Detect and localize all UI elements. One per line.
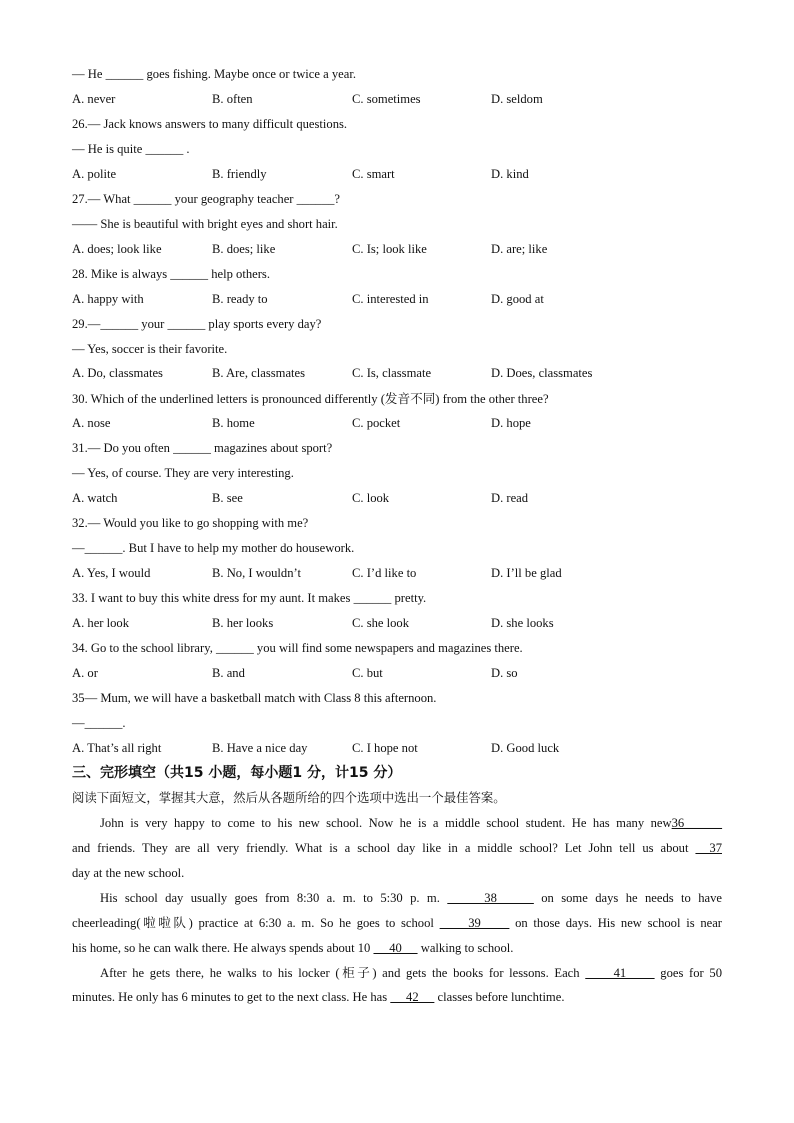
blank-42[interactable]: 42 [390,990,435,1004]
passage-text: goes for 50 [660,966,723,980]
passage-line [72,965,722,981]
option-a[interactable]: A. Yes, I would [72,566,151,580]
blank-36[interactable]: 36______ [671,816,722,830]
option-a[interactable]: A. polite [72,167,117,181]
blank-38[interactable]: 38 [447,891,534,905]
option-c[interactable]: C. smart [352,167,395,181]
option-d[interactable]: D. seldom [491,92,543,106]
passage-text: classes before lunchtime. [437,990,565,1004]
option-c[interactable]: C. she look [352,616,410,630]
option-a[interactable]: A. nose [72,416,111,430]
blank-40[interactable]: 40 [373,941,418,955]
option-b[interactable]: B. Are, classmates [212,366,306,380]
option-a[interactable]: A. does; look like [72,242,162,256]
question-line: 32.— Would you like to go shopping with me? [72,516,309,530]
option-b[interactable]: B. her looks [212,616,274,630]
question-line: 27.— What ______ your geography teacher ______? [72,192,341,206]
option-d[interactable]: D. kind [491,167,529,181]
passage-text: John is very happy to come to his new school. Now he is a middle school student. He has many new [100,816,672,830]
passage-text: walking to school. [420,941,514,955]
answer-options [72,166,722,182]
option-d[interactable]: D. hope [491,416,531,430]
option-d[interactable]: D. she looks [491,616,554,630]
option-c[interactable]: C. look [352,491,390,505]
question-line: — He is quite ______ . [72,142,190,156]
question-line: 28. Mike is always ______ help others. [72,267,270,281]
option-a[interactable]: A. That’s all right [72,741,162,755]
option-a[interactable]: A. or [72,666,98,680]
option-d[interactable]: D. good at [491,292,544,306]
question-line: —______. But I have to help my mother do housework. [72,541,355,555]
option-d[interactable]: D. so [491,666,518,680]
passage-text: After he gets there, he walks to his locker (柜子) and gets the books for lessons. Each [100,966,580,980]
blank-39[interactable]: 39 [439,916,510,930]
blank-37[interactable]: 37 [695,841,722,855]
answer-options [72,365,722,381]
option-d[interactable]: D. Good luck [491,741,560,755]
option-c[interactable]: C. interested in [352,292,429,306]
question-line: 30. Which of the underlined letters is pronounced differently (发音不同) from the other three? [72,392,549,406]
option-d[interactable]: D. are; like [491,242,548,256]
answer-options [72,615,722,631]
answer-options [72,91,722,107]
passage-line: day at the new school. [72,866,185,880]
passage-text: on those days. His new school is near [515,916,722,930]
option-c[interactable]: C. Is; look like [352,242,427,256]
passage-line [72,890,722,906]
option-a[interactable]: A. Do, classmates [72,366,163,380]
option-d[interactable]: D. read [491,491,529,505]
answer-options [72,490,722,506]
question-line: — Yes, of course. They are very interesting. [72,466,294,480]
option-b[interactable]: B. does; like [212,242,276,256]
answer-options [72,740,722,756]
option-b[interactable]: B. friendly [212,167,267,181]
question-line: 33. I want to buy this white dress for my aunt. It makes ______ pretty. [72,591,427,605]
passage-text: his home, so he can walk there. He always spends about 10 [72,941,371,955]
option-b[interactable]: B. often [212,92,253,106]
option-d[interactable]: D. I’ll be glad [491,566,562,580]
option-b[interactable]: B. see [212,491,243,505]
option-b[interactable]: B. Have a nice day [212,741,308,755]
option-c[interactable]: C. sometimes [352,92,421,106]
question-line: 26.— Jack knows answers to many difficult questions. [72,117,348,131]
question-line: — Yes, soccer is their favorite. [72,342,228,356]
option-b[interactable]: B. No, I wouldn’t [212,566,301,580]
question-line: 31.— Do you often ______ magazines about sport? [72,441,333,455]
section-heading: 三、完形填空（共15 小题，每小题1 分，计15 分） [72,765,402,781]
option-c[interactable]: C. I hope not [352,741,418,755]
option-d[interactable]: D. Does, classmates [491,366,593,380]
section-instruction: 阅读下面短文，掌握其大意，然后从各题所给的四个选项中选出一个最佳答案。 [72,790,506,805]
passage-text: minutes. He only has 6 minutes to get to the next class. He has [72,990,388,1004]
question-line: 34. Go to the school library, ______ you will find some newspapers and magazines there. [72,641,523,655]
passage-text: cheerleading(啦啦队) practice at 6:30 a. m. So he goes to school [72,916,434,930]
option-c[interactable]: C. but [352,666,383,680]
question-line: 35— Mum, we will have a basketball match with Class 8 this afternoon. [72,691,437,705]
option-c[interactable]: C. Is, classmate [352,366,432,380]
passage-line [72,815,722,831]
question-line: 29.—______ your ______ play sports every day? [72,317,322,331]
blank-41[interactable]: 41 [585,966,655,980]
option-a[interactable]: A. watch [72,491,118,505]
passage-line [72,840,722,856]
option-a[interactable]: A. her look [72,616,130,630]
option-b[interactable]: B. and [212,666,245,680]
question-line: — He ______ goes fishing. Maybe once or twice a year. [72,67,356,81]
answer-options [72,665,722,681]
option-c[interactable]: C. I’d like to [352,566,417,580]
question-line: —______. [72,716,126,730]
option-a[interactable]: A. happy with [72,292,144,306]
option-c[interactable]: C. pocket [352,416,401,430]
option-b[interactable]: B. ready to [212,292,268,306]
answer-options [72,565,722,581]
passage-line [72,989,722,1005]
passage-line [72,915,722,931]
answer-options [72,241,722,257]
option-b[interactable]: B. home [212,416,255,430]
passage-text: and friends. They are all very friendly. What is a school day like in a middle school? Let John tell us about [72,841,689,855]
option-a[interactable]: A. never [72,92,116,106]
question-line: —— She is beautiful with bright eyes and short hair. [72,217,338,231]
answer-options [72,291,722,307]
passage-line [72,940,722,956]
passage-text: on some days he needs to have [541,891,723,905]
passage-text: His school day usually goes from 8:30 a. m. to 5:30 p. m. [100,891,440,905]
answer-options [72,415,722,431]
